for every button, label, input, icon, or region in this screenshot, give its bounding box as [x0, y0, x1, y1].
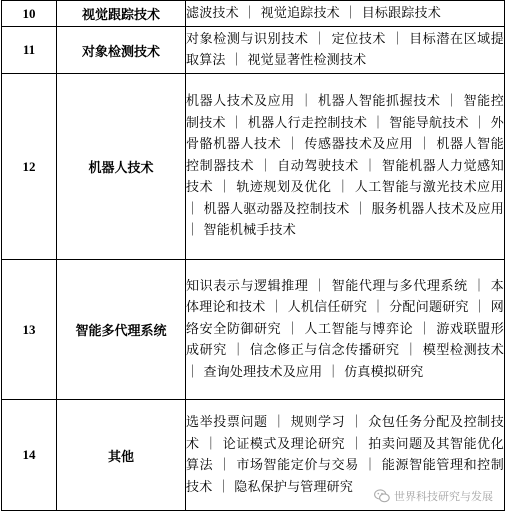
technology-name: 机器人技术 — [57, 74, 186, 260]
technology-detail: 滤波技术 ｜ 视觉追踪技术 ｜ 目标跟踪技术 — [186, 1, 505, 27]
row-number: 10 — [2, 1, 57, 27]
table-row — [2, 260, 505, 400]
technology-name: 智能多代理系统 — [57, 260, 186, 400]
watermark — [374, 488, 493, 504]
table-row — [2, 1, 505, 27]
wechat-icon — [374, 489, 390, 503]
technology-detail: 选举投票问题 ｜ 规则学习 ｜ 众包任务分配及控制技术 ｜ 论证模式及理论研究 ｜ 拍卖问题及其智能优化算法 ｜ 市场智能定价与交易 ｜ 能源智能管理和控制技术 ｜ 隐私保护与管理研究 — [186, 400, 505, 511]
technology-name: 其他 — [57, 400, 186, 511]
technology-name: 视觉跟踪技术 — [57, 1, 186, 27]
row-number: 12 — [2, 74, 57, 260]
row-number: 13 — [2, 260, 57, 400]
row-number: 14 — [2, 400, 57, 511]
technology-table — [1, 0, 505, 511]
table-row — [2, 27, 505, 74]
row-number: 11 — [2, 27, 57, 74]
table-row — [2, 74, 505, 260]
technology-detail: 对象检测与识别技术 ｜ 定位技术 ｜ 目标潜在区域提取算法 ｜ 视觉显著性检测技术 — [186, 27, 505, 74]
technology-detail: 机器人技术及应用 ｜ 机器人智能抓握技术 ｜ 智能控制技术 ｜ 机器人行走控制技术 ｜ 智能导航技术 ｜ 外骨骼机器人技术 ｜ 传感器技术及应用 ｜ 机器人智能控制器技术 ｜ 自动驾驶技术 ｜ 智能机器人力觉感知技术 ｜ 轨迹规划及优化 ｜ 人工智能与激光技术应用 ｜ 机器人驱动器及控制技术 ｜ 服务机器人技术及应用 ｜ 智能机械手技术 — [186, 74, 505, 260]
technology-name: 对象检测技术 — [57, 27, 186, 74]
watermark-text: 世界科技研究与发展 — [394, 490, 493, 503]
technology-detail: 知识表示与逻辑推理 ｜ 智能代理与多代理系统 ｜ 本体理论和技术 ｜ 人机信任研究 ｜ 分配问题研究 ｜ 网络安全防御研究 ｜ 人工智能与博弈论 ｜ 游戏联盟形成研究 ｜ 信念修正与信念传播研究 ｜ 模型检测技术 ｜ 查询处理技术及应用 ｜ 仿真模拟研究 — [186, 260, 505, 400]
